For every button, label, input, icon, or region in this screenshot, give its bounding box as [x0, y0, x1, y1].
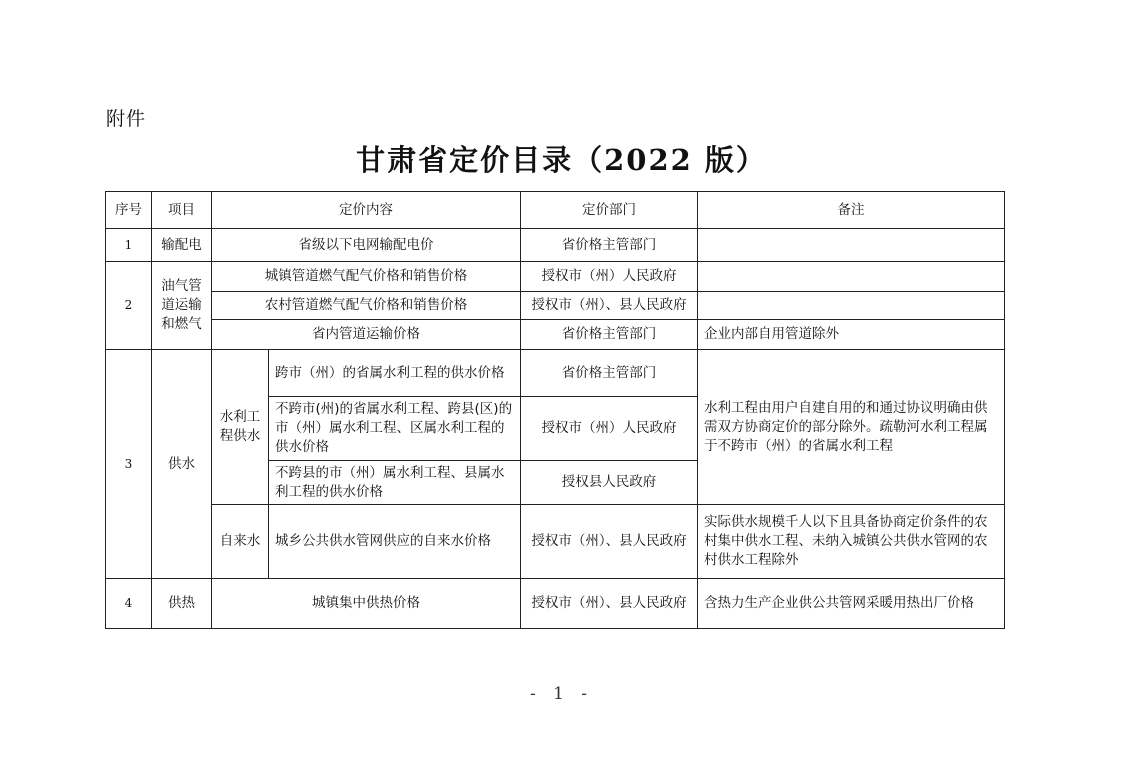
- department-cell: 省价格主管部门: [521, 229, 698, 262]
- table-row: [106, 229, 1005, 262]
- department-cell: 省价格主管部门: [521, 350, 698, 397]
- content-cell: 不跨县的市（州）属水利工程、县属水利工程的供水价格: [269, 461, 521, 505]
- note-cell: 水利工程由用户自建自用的和通过协议明确由供需双方协商定价的部分除外。疏勒河水利工程属于不跨市（州）的省属水利工程: [698, 350, 1005, 505]
- attachment-label: 附件: [106, 108, 147, 130]
- content-cell: 农村管道燃气配气价格和销售价格: [212, 292, 521, 320]
- department-cell: 授权市（州）人民政府: [521, 397, 698, 461]
- content-cell: 跨市（州）的省属水利工程的供水价格: [269, 350, 521, 397]
- row-number: 1: [106, 229, 152, 262]
- note-cell: 实际供水规模千人以下且具备协商定价条件的农村集中供水工程、未纳入城镇公共供水管网的农村供水工程除外: [698, 505, 1005, 579]
- department-cell: 授权市（州）、县人民政府: [521, 505, 698, 579]
- note-cell: [698, 292, 1005, 320]
- table-row: [106, 292, 1005, 320]
- row-number: 3: [106, 350, 152, 579]
- row-number: 4: [106, 579, 152, 629]
- content-cell: 省级以下电网输配电价: [212, 229, 521, 262]
- content-cell: 省内管道运输价格: [212, 320, 521, 350]
- content-cell: 不跨市(州)的省属水利工程、跨县(区)的市（州）属水利工程、区属水利工程的供水价格: [269, 397, 521, 461]
- table-row: [106, 350, 1005, 397]
- department-cell: 省价格主管部门: [521, 320, 698, 350]
- content-cell: 城乡公共供水管网供应的自来水价格: [269, 505, 521, 579]
- header-no: 序号: [106, 192, 152, 229]
- table-row: [106, 320, 1005, 350]
- content-cell: 城镇管道燃气配气价格和销售价格: [212, 262, 521, 292]
- note-cell: [698, 229, 1005, 262]
- department-cell: 授权县人民政府: [521, 461, 698, 505]
- document-title: 甘肃省定价目录（2022 版）: [356, 143, 767, 177]
- item-cell: 输配电: [152, 229, 212, 262]
- item-cell: 供水: [152, 350, 212, 579]
- header-content: 定价内容: [212, 192, 521, 229]
- subitem-cell: 自来水: [212, 505, 269, 579]
- department-cell: 授权市（州）人民政府: [521, 262, 698, 292]
- row-number: 2: [106, 262, 152, 350]
- note-cell: [698, 262, 1005, 292]
- table-row: [106, 262, 1005, 292]
- header-department: 定价部门: [521, 192, 698, 229]
- content-cell: 城镇集中供热价格: [212, 579, 521, 629]
- table-header-row: [106, 192, 1005, 229]
- item-cell: 油气管道运输和燃气: [152, 262, 212, 350]
- header-item: 项目: [152, 192, 212, 229]
- table-row: [106, 579, 1005, 629]
- subitem-cell: 水利工程供水: [212, 350, 269, 505]
- note-cell: 含热力生产企业供公共管网采暖用热出厂价格: [698, 579, 1005, 629]
- pricing-catalog-table: [105, 191, 1005, 629]
- department-cell: 授权市（州）、县人民政府: [521, 292, 698, 320]
- table-row: [106, 505, 1005, 579]
- note-cell: 企业内部自用管道除外: [698, 320, 1005, 350]
- department-cell: 授权市（州）、县人民政府: [521, 579, 698, 629]
- page-number: - 1 -: [529, 684, 594, 704]
- header-note: 备注: [698, 192, 1005, 229]
- item-cell: 供热: [152, 579, 212, 629]
